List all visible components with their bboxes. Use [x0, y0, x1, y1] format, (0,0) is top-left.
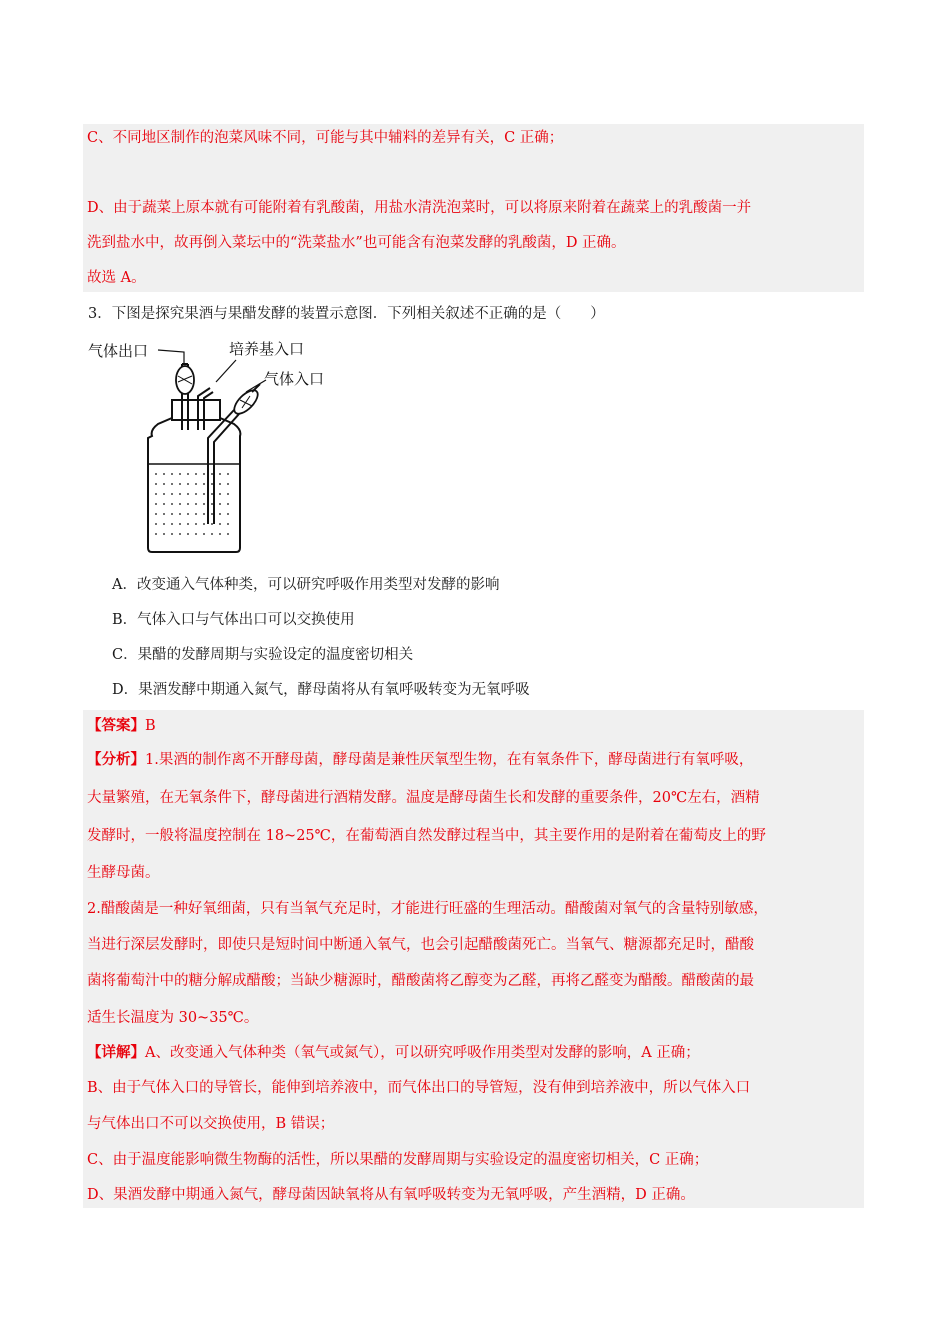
analysis-line-1b: 大量繁殖，在无氧条件下，酵母菌进行酒精发酵。温度是酵母菌生长和发酵的重要条件，20℃左右，酒精 — [87, 790, 760, 806]
analysis-line-2d: 适生长温度为 30~35℃。 — [87, 1010, 259, 1026]
prev-answer-line-d2: 洗到盐水中，故再倒入菜坛中的“洗菜盐水”也可能含有泡菜发酵的乳酸菌，D 正确。 — [87, 235, 626, 251]
prev-answer-line-c: C、不同地区制作的泡菜风味不同，可能与其中辅料的差异有关，C 正确； — [87, 130, 564, 146]
detail-line-c: C、由于温度能影响微生物酶的活性，所以果醋的发酵周期与实验设定的温度密切相关，C 正确； — [87, 1152, 709, 1168]
prev-answer-choose: 故选 A。 — [87, 270, 146, 286]
figure-label-gas-inlet: 气体入口 — [264, 370, 325, 388]
option-b: B．气体入口与气体出口可以交换使用 — [112, 612, 355, 628]
detail-line-b1: B、由于气体入口的导管长，能伸到培养液中，而气体出口的导管短，没有伸到培养液中，所以气体入口 — [87, 1080, 751, 1096]
analysis-line-2c: 菌将葡萄汁中的糖分解成醋酸；当缺少糖源时，醋酸菌将乙醇变为乙醛，再将乙醛变为醋酸。醋酸菌的最 — [87, 973, 754, 989]
answer-line — [87, 716, 156, 736]
answer-tag: 【答案】 — [87, 717, 145, 734]
analysis-line-2b: 当进行深层发酵时，即使只是短时间中断通入氧气，也会引起醋酸菌死亡。当氧气、糖源都充足时，醋酸 — [87, 937, 754, 953]
detail-line-d: D、果酒发酵中期通入氮气，酵母菌因缺氧将从有氧呼吸转变为无氧呼吸，产生酒精，D 正确。 — [87, 1187, 695, 1203]
detail-tag: 【详解】 — [87, 1044, 145, 1061]
fermentation-apparatus-figure — [86, 334, 346, 559]
option-a: A．改变通入气体种类，可以研究呼吸作用类型对发酵的影响 — [112, 577, 500, 593]
detail-line-a — [87, 1043, 700, 1063]
analysis-line-1d: 生酵母菌。 — [87, 865, 160, 881]
question-stem: 3．下图是探究果酒与果醋发酵的装置示意图．下列相关叙述不正确的是（ ） — [88, 306, 605, 322]
analysis-text-1a: 1.果酒的制作离不开酵母菌，酵母菌是兼性厌氧型生物，在有氧条件下，酵母菌进行有氧呼吸， — [145, 752, 754, 768]
analysis-line-1c: 发酵时，一般将温度控制在 18~25℃，在葡萄酒自然发酵过程当中，其主要作用的是附着在葡萄皮上的野 — [87, 828, 766, 844]
analysis-line-1a — [87, 750, 753, 770]
analysis-line-2a: 2.醋酸菌是一种好氧细菌，只有当氧气充足时，才能进行旺盛的生理活动。醋酸菌对氧气的含量特别敏感， — [87, 901, 768, 917]
answer-value: B — [145, 718, 156, 734]
prev-answer-line-d1: D、由于蔬菜上原本就有可能附着有乳酸菌，用盐水清洗泡菜时，可以将原来附着在蔬菜上的乳酸菌一并 — [87, 200, 752, 216]
analysis-tag: 【分析】 — [87, 751, 145, 768]
detail-line-b2: 与气体出口不可以交换使用，B 错误； — [87, 1116, 335, 1132]
detail-text-a: A、改变通入气体种类（氧气或氮气），可以研究呼吸作用类型对发酵的影响，A 正确； — [145, 1045, 700, 1061]
option-d: D．果酒发酵中期通入氮气，酵母菌将从有氧呼吸转变为无氧呼吸 — [112, 682, 530, 698]
figure-label-gas-outlet: 气体出口 — [88, 342, 149, 360]
option-c: C．果醋的发酵周期与实验设定的温度密切相关 — [112, 647, 414, 663]
figure-label-medium-inlet: 培养基入口 — [229, 340, 305, 358]
